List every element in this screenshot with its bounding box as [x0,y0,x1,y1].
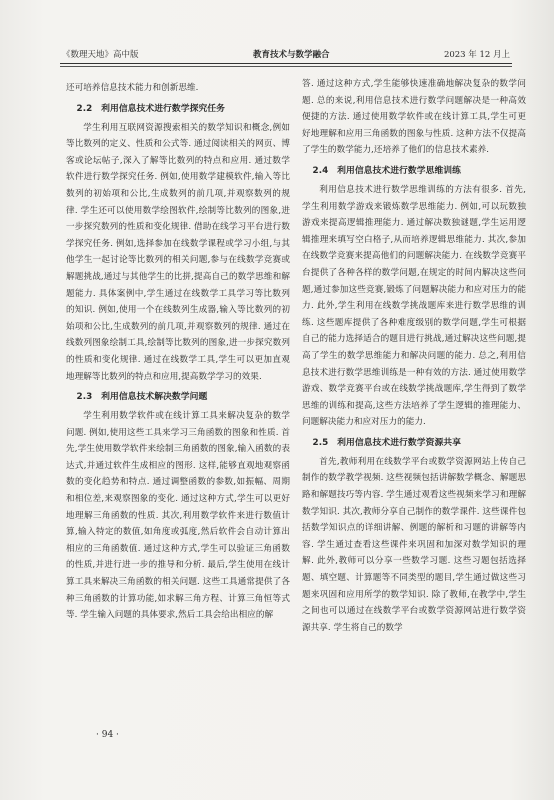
section-2-3-paragraph: 学生利用数学软件或在线计算工具来解决复杂的数学问题. 例如,使用这些工具来学习三角函数的图象和性质. 首先,学生使用数学软件来绘制三角函数的图象,输入函数的表达式,并通过软件生成相应的图形. 这样,能够直观地观察函数的变化趋势和特点. 通过调整函数的参数,如振幅、周期和相位差,来观察图象的变化. 通过这种方式,学生可以更好地理解三角函数的性质. 其次,利用数学软件来进行数值计算,输入特定的数值,如角度或弧度,然后软件会自动计算出相应的三角函数值. 通过这种方式,学生可以验证三角函数的性质,并进行进一步的推导和分析. 最后,学生使用在线计算工具来解决三角函数的相关问题. 这些工具通常提供了各种三角函数的计算功能,如求解三角方程、计算三角恒等式等. 学生输入问题的具体要求,然后工具会给出相应的解 [66,411,290,621]
issue-date: 2023 年 12 月上 [443,50,510,60]
section-2-2-paragraph: 学生利用互联网资源搜索相关的数学知识和概念,例如等比数列的定义、性质和公式等. 通过阅读相关的网页、博客或论坛帖子,深入了解等比数列的特点和应用. 通过数学软件进行数学探究任务. 例如,使用数学建模软件,输入等比数列的初始项和公比,生成数列的前几项,并观察数列的规律. 学生还可以使用数学绘图软件,绘制等比数列的图象,进一步探究数列的性质和变化规律. 借助在线学习平台进行数学探究任务. 例如,选择参加在线数学课程或学习小组,与其他学生一起讨论等比数列的相关问题,参与在线数学竞赛或解题挑战,通过与其他学生的比拼,提高自己的数学思维和解题能力. 具体案例中,学生通过在线数学工具学习等比数列的知识. 例如,使用一个在线数列生成器,输入等比数列的初始项和公比,生成数列的前几项,并观察数列的规律. 通过在线数列图象绘制工具,绘制等比数列的图象,进一步探究数列的性质和变化规律. 通过在线数学工具,学生可以更加直观地理解等比数列的特点和应用,提高数学学习的效果. [66,122,290,382]
section-2-5-heading: 2.5 利用信息技术进行数学资源共享 [312,437,461,448]
section-2-5-paragraph: 首先,教师利用在线数学平台或数学资源网站上传自己制作的数学教学视频. 这些视频包括讲解数学概念、解题思路和解题技巧等内容. 学生通过观看这些视频来学习和理解数学知识. 其次,教师分享自己制作的数学课件. 这些课件包括数学知识点的详细讲解、例题的解析和习题的讲解等内容. 学生通过查看这些课件来巩固和加深对数学知识的理解. 此外,教师可以分享一些数学习题. 这些习题包括选择题、填空题、计算题等不同类型的题目,学生通过做这些习题来巩固和应用所学的数学知识. 除了教师,在教学中,学生之间也可以通过在线数学平台或数学资源网站进行数学资源共享. 学生将自己的数学 [302,456,526,633]
running-header [62,44,510,60]
journal-name: 《数理天地》高中版 [62,50,139,60]
section-2-4-heading: 2.4 利用信息技术进行数学思维训练 [312,165,461,176]
header-rule-thick [60,63,512,64]
intro-line: 还可培养信息技术能力和创新思维. [66,83,199,93]
left-column [66,80,290,624]
header-rule-thin [60,66,512,67]
right-column [302,76,526,636]
section-2-3-heading: 2.3 利用信息技术解决数学问题 [76,392,208,403]
section-title: 教育技术与数学融合 [252,50,330,60]
continued-paragraph: 答. 通过这种方式,学生能够快速准确地解决复杂的数学问题. 总的来说,利用信息技术进行数学问题解决是一种高效便捷的方法. 通过使用数学软件或在线计算工具,学生可更好地理解和应用三角函数的图象与性质. 这种方法不仅提高了学生的数学能力,还培养了他们的信息技术素养. [302,79,526,156]
section-2-4-paragraph: 利用信息技术进行数学思维训练的方法有很多. 首先,学生利用数学游戏来锻炼数学思维能力. 例如,可以玩数独游戏来提高逻辑推理能力. 通过解决数独谜题,学生运用逻辑推理来填写空白格子,从而培养逻辑思维能力. 其次,参加在线数学竞赛来提高他们的问题解决能力. 在线数学竞赛平台提供了各种各样的数学问题,在规定的时间内解决这些问题,通过参加这些竞赛,锻炼了问题解决能力和应对压力的能力. 此外,学生利用在线数学挑战题库来进行数学思维的训练. 这些题库提供了各种难度级别的数学问题,学生可根据自己的能力选择适合的题目进行挑战,通过解决这些问题,提高了学生的数学思维能力和解决问题的能力. 总之,利用信息技术进行数学思维训练是一种有效的方法. 通过使用数学游戏、数学竞赛平台或在线数学挑战题库,学生得到了数学思维的训练和提高,这些方法培养了学生逻辑的推理能力、问题解决能力和应对压力的能力. [302,184,526,428]
page-number: · 94 · [96,730,119,740]
section-2-2-heading: 2.2 利用信息技术进行数学探究任务 [76,103,225,114]
